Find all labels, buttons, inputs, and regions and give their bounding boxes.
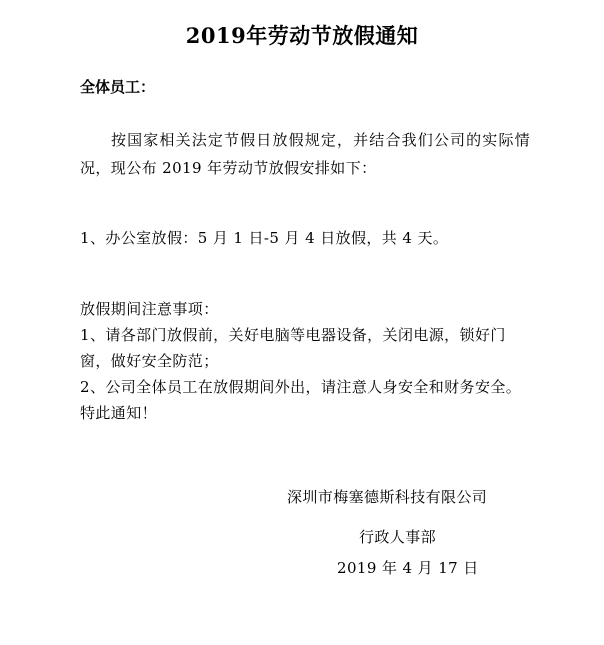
company-name: 深圳市梅塞德斯科技有限公司 [287,488,488,506]
note-item-1: 1、请各部门放假前，关好电脑等电器设备，关闭电源，锁好门窗，做好安全防范； [80,326,506,370]
office-holiday-schedule: 1、办公室放假：5 月 1 日-5 月 4 日放假，共 4 天。 [80,229,449,247]
notice-date: 2019 年 4 月 17 日 [337,559,479,577]
salutation: 全体员工： [80,78,156,96]
notes-heading: 放假期间注意事项： [80,300,219,318]
closing-line: 特此通知！ [80,404,158,422]
department-name: 行政人事部 [359,528,437,546]
intro-paragraph: 按国家相关法定节假日放假规定，并结合我们公司的实际情况，现公布 2019 年劳动节放假安排如下： [80,131,530,177]
notes-section [80,296,535,426]
document-title: 2019年劳动节放假通知 [185,23,419,48]
note-item-2: 2、公司全体员工在放假期间外出，请注意人身安全和财务安全。 [80,378,522,396]
